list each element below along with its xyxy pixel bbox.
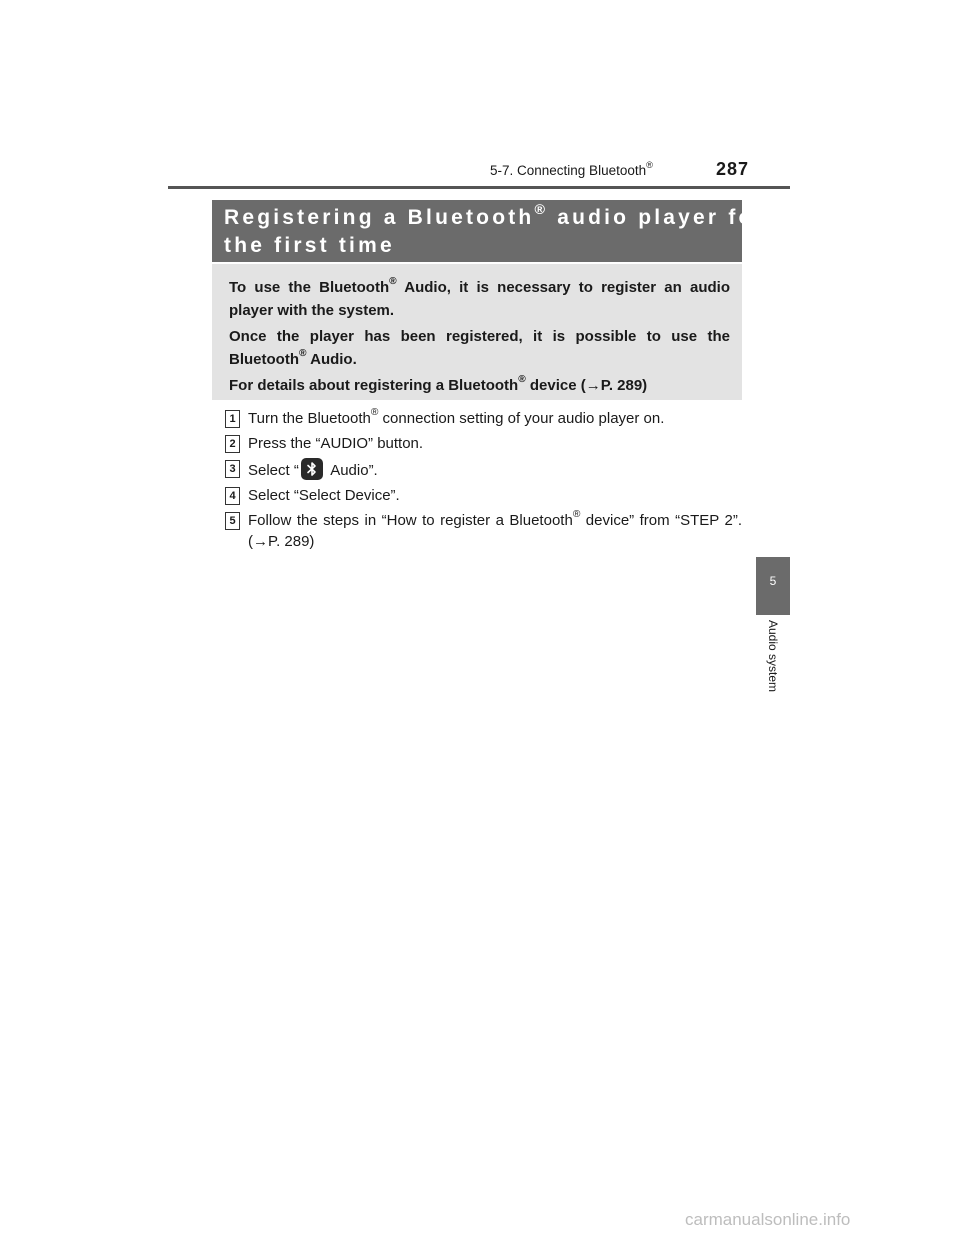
registered-mark: ® <box>646 160 653 171</box>
intro-paragraph <box>229 374 730 397</box>
section-heading <box>490 160 653 178</box>
registered-mark: ® <box>298 348 307 360</box>
step-item <box>225 510 742 552</box>
step-text-part: connection setting of your audio player on. <box>378 410 665 427</box>
header-divider <box>168 186 790 189</box>
step-text-part: device” from “STEP 2”. (→P. 289) <box>248 512 742 550</box>
registered-mark: ® <box>370 407 379 419</box>
registered-mark: ® <box>389 276 397 288</box>
step-number-badge: 3 <box>225 460 240 478</box>
step-item <box>225 485 742 506</box>
step-text-part: Audio”. <box>326 462 378 479</box>
intro-text: Audio. <box>306 351 357 368</box>
title-text: Registering a Bluetooth <box>224 206 535 229</box>
step-number-badge: 1 <box>225 410 240 428</box>
step-text-part: Select “ <box>248 462 299 479</box>
intro-text: Audio, it is necessary to register an audio player with the system. <box>229 279 730 319</box>
watermark: carmanualsonline.info <box>685 1210 851 1229</box>
intro-paragraph <box>229 325 730 371</box>
title-text: audio player for <box>548 206 766 229</box>
step-number-badge: 5 <box>225 512 240 530</box>
intro-paragraph <box>229 276 730 322</box>
chapter-tab: 5 <box>756 557 790 615</box>
intro-text: For details about registering a Bluetooth <box>229 377 519 394</box>
step-item <box>225 433 742 454</box>
step-number-badge: 4 <box>225 487 240 505</box>
registered-mark: ® <box>534 201 549 218</box>
bluetooth-icon <box>301 458 323 480</box>
step-text-part: Follow the steps in “How to register a Bluetooth <box>248 512 573 529</box>
step-text: Select “Select Device”. <box>248 487 400 504</box>
registered-mark: ® <box>518 374 526 386</box>
step-text-part: Turn the Bluetooth <box>248 410 371 427</box>
step-item <box>225 408 742 429</box>
step-number-badge: 2 <box>225 435 240 453</box>
title-line-2: the first time <box>224 234 395 257</box>
intro-text: Once the player has been registered, it is possible to use the Bluetooth <box>229 328 730 368</box>
intro-text: To use the Bluetooth <box>229 279 390 296</box>
step-text: Press the “AUDIO” button. <box>248 435 424 452</box>
step-text <box>248 408 742 429</box>
page-number: 287 <box>716 159 750 179</box>
chapter-title: Audio system <box>766 619 780 693</box>
step-item <box>225 458 742 481</box>
step-text <box>248 510 742 552</box>
section-title-banner <box>212 200 766 262</box>
section-heading-text: 5-7. Connecting Bluetooth <box>490 163 647 178</box>
step-text <box>248 458 742 481</box>
intro-box <box>212 264 742 400</box>
intro-text: device (→P. 289) <box>525 377 648 394</box>
title-line-1 <box>224 200 766 232</box>
steps-list <box>225 408 742 556</box>
registered-mark: ® <box>572 509 581 521</box>
